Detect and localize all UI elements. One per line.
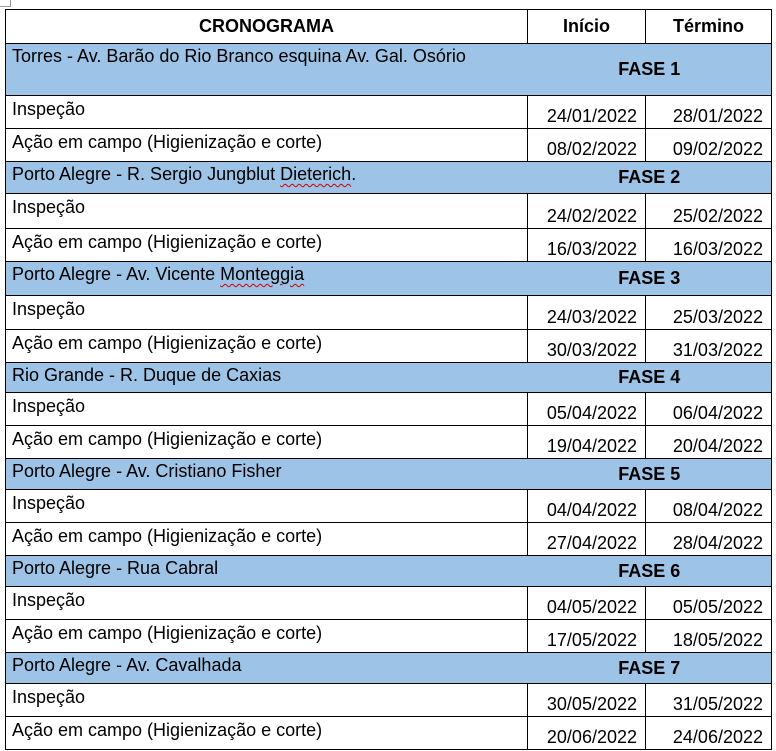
start-date: 24/01/2022 [528,96,646,129]
start-date: 30/03/2022 [528,330,646,363]
location-text: . [351,164,357,184]
end-date: 24/06/2022 [646,717,772,750]
activity-name: Ação em campo (Higienização e corte) [6,229,528,262]
start-date: 04/05/2022 [528,587,646,620]
corner-crop-mark [0,0,11,7]
end-date: 06/04/2022 [646,393,772,426]
table-row [6,96,772,129]
activity-name: Inspeção [6,194,528,229]
end-date: 05/05/2022 [646,587,772,620]
end-date: 28/04/2022 [646,523,772,556]
table-row [6,426,772,459]
activity-name: Inspeção [6,684,528,717]
phase-location [6,262,528,296]
end-date: 16/03/2022 [646,229,772,262]
schedule-table [5,9,772,750]
activity-name: Ação em campo (Higienização e corte) [6,330,528,363]
start-date: 16/03/2022 [528,229,646,262]
start-date: 20/06/2022 [528,717,646,750]
table-row [6,587,772,620]
end-date: 08/04/2022 [646,490,772,523]
start-date: 05/04/2022 [528,393,646,426]
table-row [6,620,772,653]
spellcheck-flagged-word: Monteggia [220,264,305,284]
start-date: 08/02/2022 [528,129,646,162]
activity-name: Inspeção [6,96,528,129]
phase-label: FASE 1 [528,44,772,96]
table-row [6,194,772,229]
phase-location: Porto Alegre - Rua Cabral [6,556,528,587]
phase-location: Rio Grande - R. Duque de Caxias [6,363,528,393]
table-row [6,684,772,717]
end-date: 25/03/2022 [646,296,772,330]
phase-label: FASE 6 [528,556,772,587]
activity-name: Ação em campo (Higienização e corte) [6,129,528,162]
phase-row [6,556,772,587]
start-column-header: Início [528,10,646,44]
phase-row [6,44,772,96]
start-date: 04/04/2022 [528,490,646,523]
phase-row [6,262,772,296]
activity-name: Ação em campo (Higienização e corte) [6,620,528,653]
end-date: 09/02/2022 [646,129,772,162]
schedule-title: CRONOGRAMA [6,10,528,44]
end-column-header: Término [646,10,772,44]
activity-name: Inspeção [6,490,528,523]
phase-label: FASE 5 [528,459,772,490]
activity-name: Inspeção [6,393,528,426]
phase-label: FASE 4 [528,363,772,393]
table-row [6,296,772,330]
table-row [6,490,772,523]
start-date: 27/04/2022 [528,523,646,556]
phase-location: Porto Alegre - Av. Cristiano Fisher [6,459,528,490]
activity-name: Ação em campo (Higienização e corte) [6,717,528,750]
phase-row [6,459,772,490]
phase-row [6,653,772,684]
table-row [6,330,772,363]
end-date: 18/05/2022 [646,620,772,653]
phase-location [6,162,528,194]
phase-location: Porto Alegre - Av. Cavalhada [6,653,528,684]
start-date: 30/05/2022 [528,684,646,717]
table-row [6,129,772,162]
table-row [6,393,772,426]
activity-name: Ação em campo (Higienização e corte) [6,426,528,459]
activity-name: Inspeção [6,587,528,620]
phase-row [6,363,772,393]
phase-label: FASE 7 [528,653,772,684]
start-date: 19/04/2022 [528,426,646,459]
table-row [6,717,772,750]
end-date: 25/02/2022 [646,194,772,229]
end-date: 31/05/2022 [646,684,772,717]
end-date: 20/04/2022 [646,426,772,459]
end-date: 31/03/2022 [646,330,772,363]
phase-label: FASE 3 [528,262,772,296]
table-row [6,229,772,262]
end-date: 28/01/2022 [646,96,772,129]
phase-location: Torres - Av. Barão do Rio Branco esquina Av. Gal. Osório [6,44,528,96]
table-header-row [6,10,772,44]
phase-label: FASE 2 [528,162,772,194]
location-text: Porto Alegre - Av. Vicente [12,264,221,284]
table-row [6,523,772,556]
start-date: 24/02/2022 [528,194,646,229]
activity-name: Inspeção [6,296,528,330]
activity-name: Ação em campo (Higienização e corte) [6,523,528,556]
start-date: 17/05/2022 [528,620,646,653]
phase-row [6,162,772,194]
start-date: 24/03/2022 [528,296,646,330]
location-text: Porto Alegre - R. Sergio Jungblut [12,164,281,184]
spellcheck-flagged-word: Dieterich [280,164,352,184]
